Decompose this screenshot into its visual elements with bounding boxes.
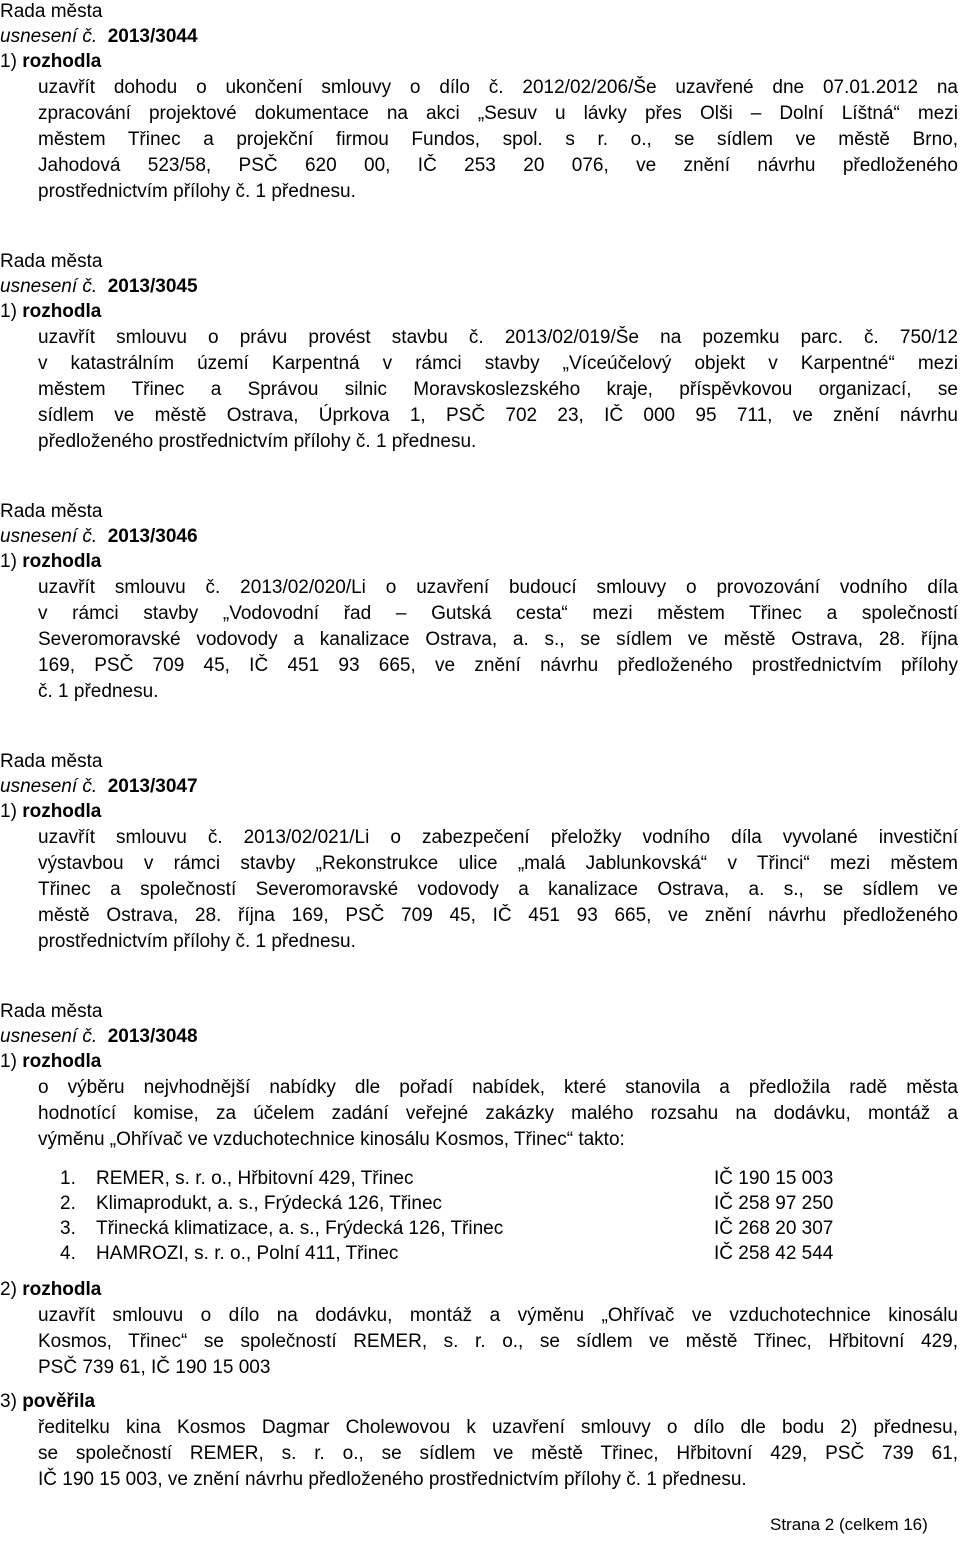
resolution-text-line: se společností REMER, s. r. o., se sídlem ve městě Třinec, Hřbitovní 429, PSČ 739 61,	[38, 1443, 958, 1464]
list-item-name: Třinecká klimatizace, a. s., Frýdecká 126, Třinec	[96, 1218, 504, 1239]
resolution-text-line: výstavbou v rámci stavby „Rekonstrukce ulice „malá Jablunkovská“ v Třinci“ mezi městem	[38, 853, 958, 874]
resolution-text-line: městě Ostrava, 28. října 169, PSČ 709 45, IČ 451 93 665, ve znění návrhu předloženého	[38, 905, 958, 926]
council-heading: Rada města	[0, 1001, 103, 1022]
resolution-text-line: předloženého prostřednictvím přílohy č. 1 přednesu.	[38, 431, 477, 452]
resolution-label: usnesení č.	[0, 776, 98, 797]
list-item-ic: IČ 258 97 250	[714, 1193, 834, 1214]
resolution-text-line: Kosmos, Třinec“ se společností REMER, s. r. o., se sídlem ve městě Třinec, Hřbitovní 429,	[38, 1331, 958, 1352]
resolution-text-line: Třinec a společností Severomoravské vodovody a kanalizace Ostrava, a. s., se sídlem ve	[38, 879, 958, 900]
council-heading: Rada města	[0, 251, 103, 272]
list-item-number: 4.	[60, 1243, 76, 1264]
resolution-number-line	[0, 525, 198, 549]
list-item	[60, 1216, 960, 1241]
list-item	[60, 1191, 960, 1216]
resolution-label: usnesení č.	[0, 276, 98, 297]
point-label: 1) rozhodla	[0, 1051, 102, 1072]
list-item-ic: IČ 258 42 544	[714, 1243, 834, 1264]
list-item-number: 3.	[60, 1218, 76, 1239]
resolution-text-line: uzavřít smlouvu o dílo na dodávku, montáž a výměnu „Ohřívač ve vzduchotechnice kinosálu	[38, 1305, 958, 1326]
resolution-number: 2013/3045	[107, 276, 198, 297]
resolution-text-line: prostřednictvím přílohy č. 1 přednesu.	[38, 181, 356, 202]
point-label: 3) pověřila	[0, 1391, 96, 1412]
resolution-number: 2013/3048	[107, 1026, 198, 1047]
list-item-name: Klimaprodukt, a. s., Frýdecká 126, Třinec	[96, 1193, 443, 1214]
resolution-text-line: Jahodová 523/58, PSČ 620 00, IČ 253 20 076, ve znění návrhu předloženého	[38, 155, 958, 176]
resolution-text-line: PSČ 739 61, IČ 190 15 003	[38, 1357, 271, 1378]
point-label: 1) rozhodla	[0, 51, 102, 72]
resolution-number: 2013/3047	[107, 776, 198, 797]
resolution-text-line: uzavřít smlouvu č. 2013/02/021/Li o zabezpečení přeložky vodního díla vyvolané investiční	[38, 827, 958, 848]
resolution-number: 2013/3044	[107, 26, 198, 47]
council-heading: Rada města	[0, 1, 103, 22]
resolution-text-line: sídlem ve městě Ostrava, Úprkova 1, PSČ 702 23, IČ 000 95 711, ve znění návrhu	[38, 405, 958, 426]
resolution-label: usnesení č.	[0, 526, 98, 547]
point-label: 2) rozhodla	[0, 1279, 102, 1300]
resolution-text-line: č. 1 přednesu.	[38, 681, 159, 702]
point-label: 1) rozhodla	[0, 301, 102, 322]
point-label: 1) rozhodla	[0, 551, 102, 572]
resolution-text-line: zpracování projektové dokumentace na akci „Sesuv u lávky přes Olši – Dolní Líštná“ mezi	[38, 103, 958, 124]
resolution-text-line: IČ 190 15 003, ve znění návrhu předloženého prostřednictvím přílohy č. 1 přednesu.	[38, 1469, 747, 1490]
list-item-name: REMER, s. r. o., Hřbitovní 429, Třinec	[96, 1168, 414, 1189]
council-heading: Rada města	[0, 501, 103, 522]
resolution-text-line: uzavřít dohodu o ukončení smlouvy o dílo č. 2012/02/206/Še uzavřené dne 07.01.2012 na	[38, 77, 958, 98]
resolution-text-line: o výběru nejvhodnější nabídky dle pořadí nabídek, které stanovila a předložila radě města	[38, 1077, 958, 1098]
page-footer: Strana 2 (celkem 16)	[770, 1515, 928, 1534]
resolution-text-line: uzavřít smlouvu č. 2013/02/020/Li o uzavření budoucí smlouvy o provozování vodního díla	[38, 577, 958, 598]
list-item-ic: IČ 190 15 003	[714, 1168, 834, 1189]
council-heading: Rada města	[0, 751, 103, 772]
list-item	[60, 1166, 960, 1191]
resolution-text-line: výměnu „Ohřívač ve vzduchotechnice kinosálu Kosmos, Třinec“ takto:	[38, 1129, 625, 1150]
list-item-number: 1.	[60, 1168, 76, 1189]
resolution-label: usnesení č.	[0, 26, 98, 47]
resolution-text-line: 169, PSČ 709 45, IČ 451 93 665, ve znění návrhu předloženého prostřednictvím přílohy	[38, 655, 958, 676]
list-item-ic: IČ 268 20 307	[714, 1218, 834, 1239]
resolution-text-line: uzavřít smlouvu o právu provést stavbu č. 2013/02/019/Še na pozemku parc. č. 750/12	[38, 327, 958, 348]
resolution-text-line: ředitelku kina Kosmos Dagmar Cholewovou k uzavření smlouvy o dílo dle bodu 2) přednesu,	[38, 1417, 958, 1438]
resolution-text-line: Severomoravské vodovody a kanalizace Ostrava, a. s., se sídlem ve městě Ostrava, 28. října	[38, 629, 958, 650]
list-item	[60, 1241, 960, 1266]
resolution-label: usnesení č.	[0, 1026, 98, 1047]
list-item-number: 2.	[60, 1193, 76, 1214]
resolution-number-line	[0, 275, 198, 299]
resolution-text-line: hodnotící komise, za účelem zadání veřejné zakázky malého rozsahu na dodávku, montáž a	[38, 1103, 958, 1124]
resolution-text-line: v rámci stavby „Vodovodní řad – Gutská cesta“ mezi městem Třinec a společností	[38, 603, 958, 624]
list-item-name: HAMROZI, s. r. o., Polní 411, Třinec	[96, 1243, 399, 1264]
point-label: 1) rozhodla	[0, 801, 102, 822]
resolution-text-line: městem Třinec a Správou silnic Moravskoslezského kraje, příspěvkovou organizací, se	[38, 379, 958, 400]
resolution-text-line: v katastrálním území Karpentná v rámci stavby „Víceúčelový objekt v Karpentné“ mezi	[38, 353, 958, 374]
resolution-number-line	[0, 25, 198, 49]
resolution-text-line: prostřednictvím přílohy č. 1 přednesu.	[38, 931, 356, 952]
resolution-text-line: městem Třinec a projekční firmou Fundos, spol. s r. o., se sídlem ve městě Brno,	[38, 129, 958, 150]
resolution-number-line	[0, 775, 198, 799]
resolution-number-line	[0, 1025, 198, 1049]
resolution-number: 2013/3046	[107, 526, 198, 547]
